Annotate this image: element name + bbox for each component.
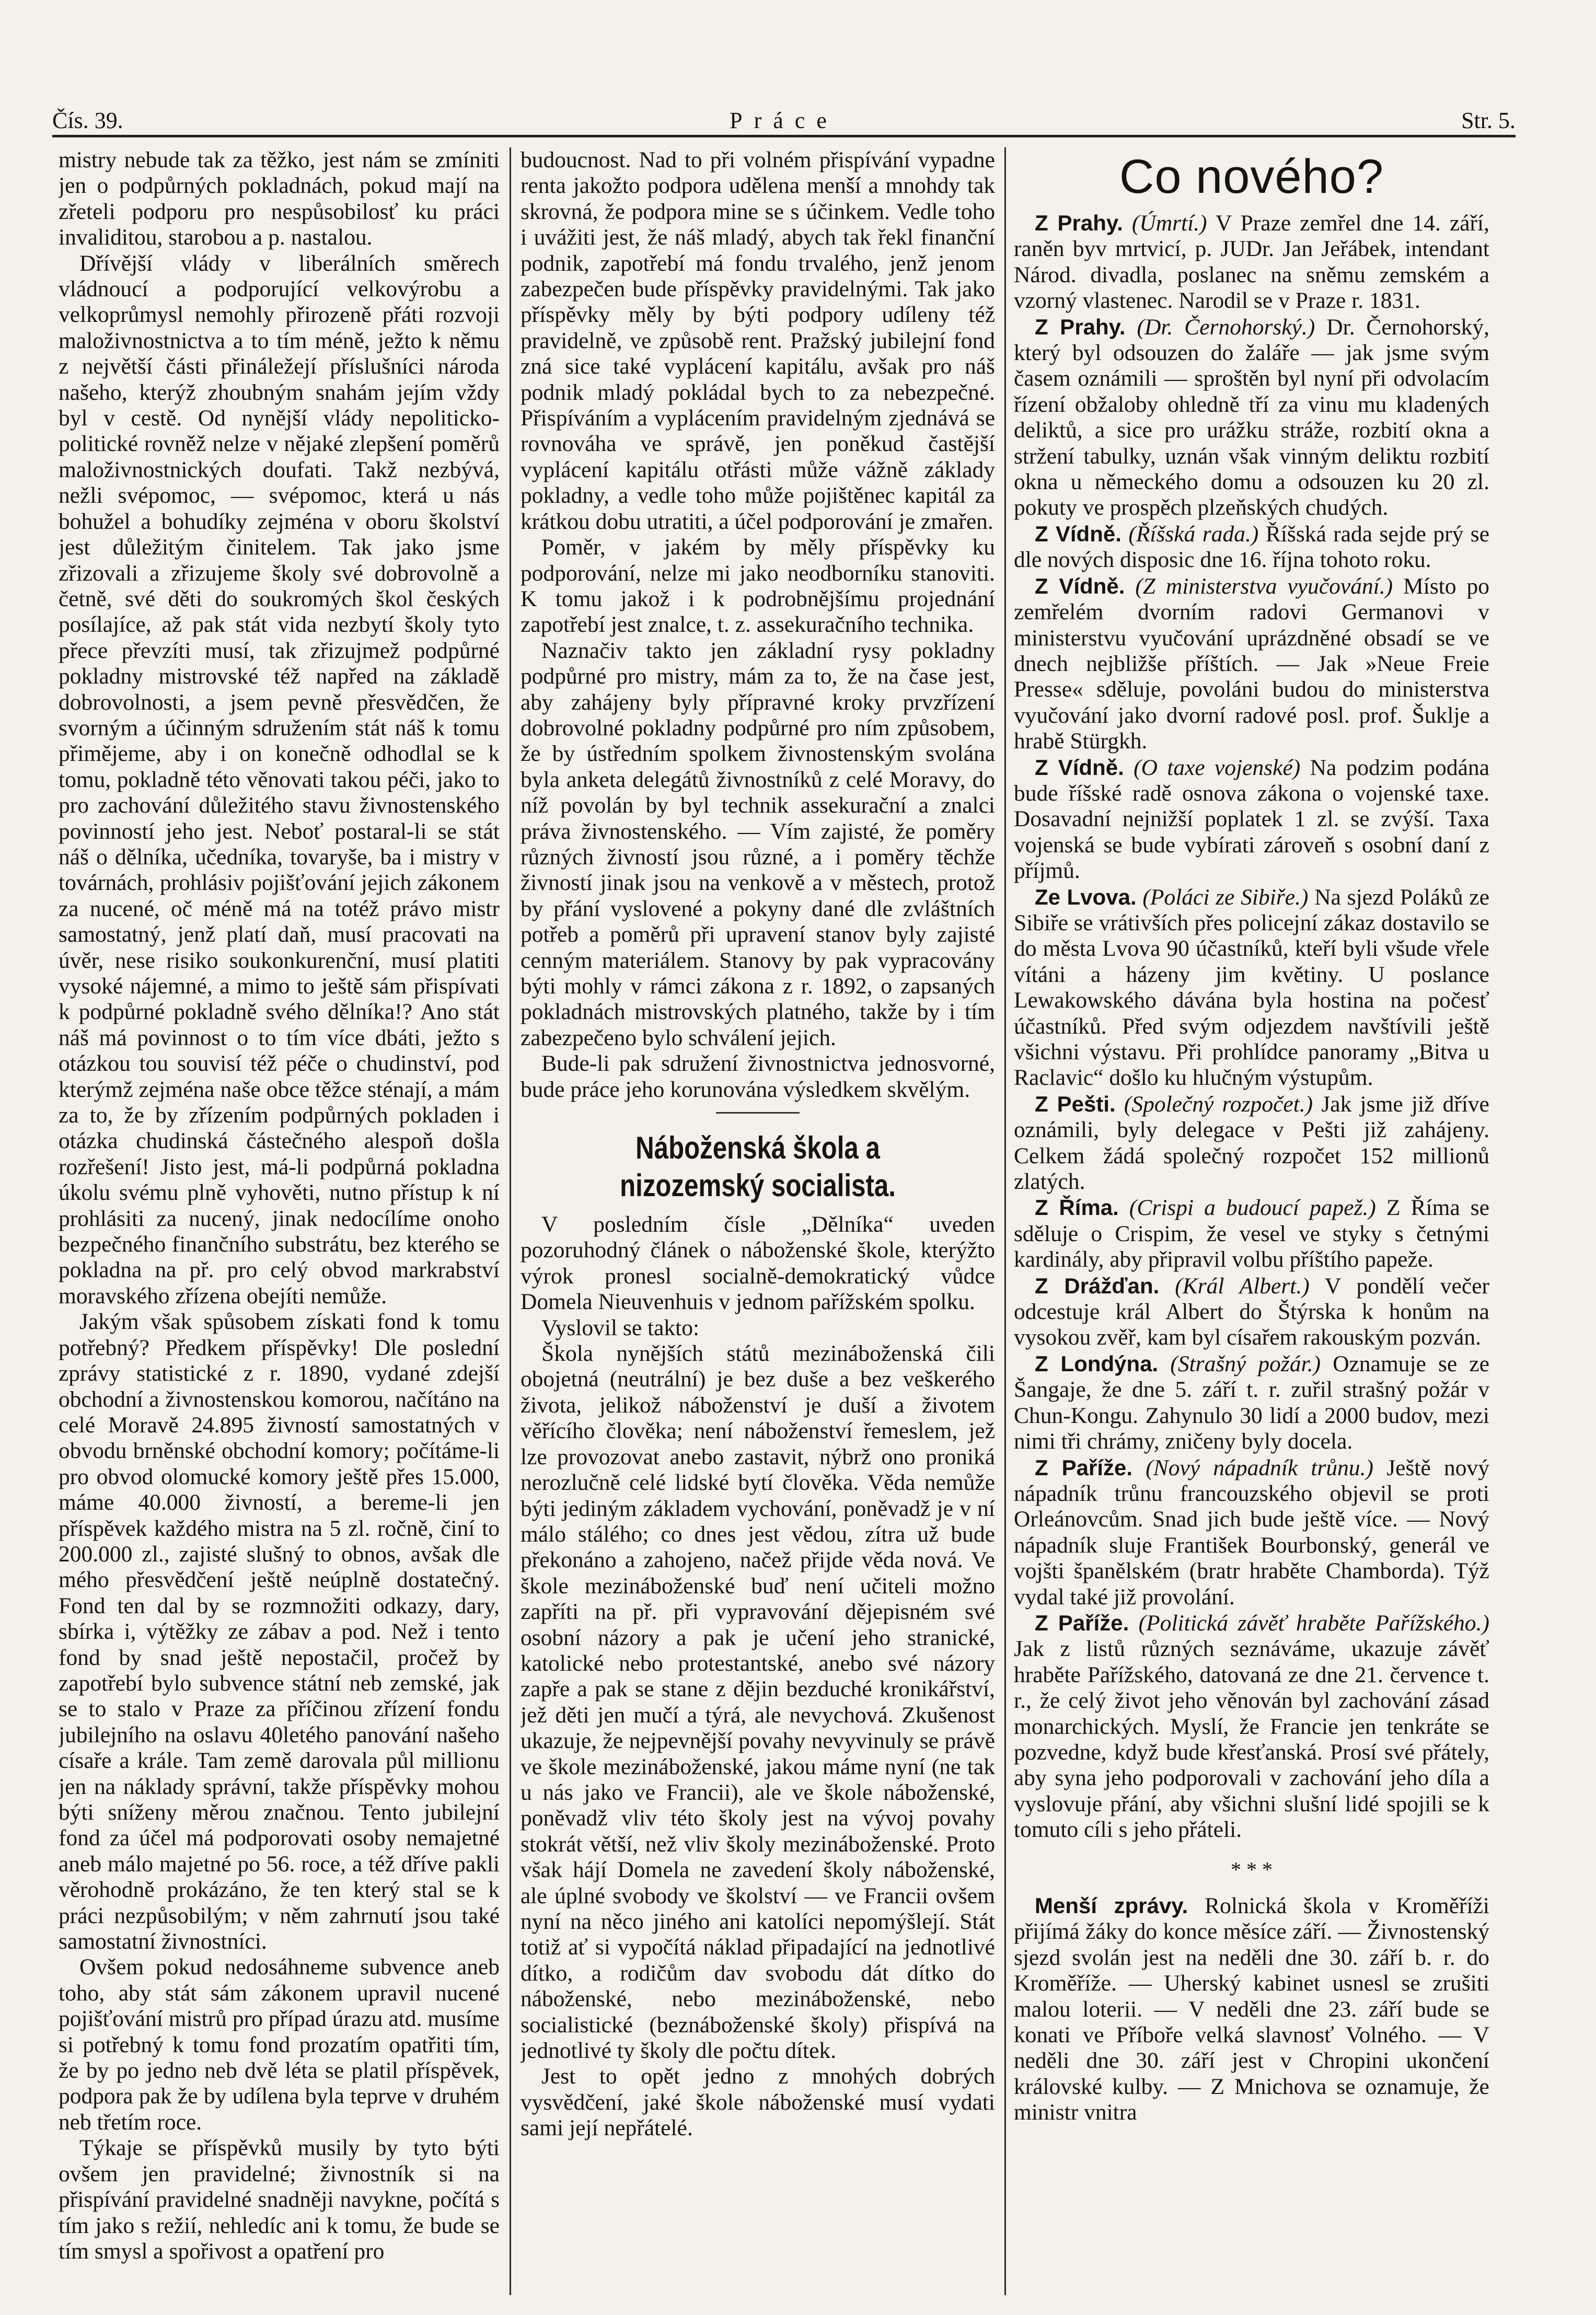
news-headline: (Strašný požár.) [1170, 1351, 1321, 1376]
news-item [1014, 573, 1489, 755]
news-location: Z Vídně. [1035, 521, 1121, 546]
news-text: Z Říma se sděluje o Crispim, že vesel ve styky s četnými kardinály, aby připravil volbu příštího papeže. [1014, 1195, 1489, 1272]
news-headline: (Král Albert.) [1175, 1273, 1310, 1299]
news-item [1014, 521, 1489, 573]
issue-number: Čís. 39. [52, 108, 123, 133]
news-headline: (Z ministerstva vyučování.) [1135, 573, 1393, 599]
news-item [1014, 314, 1489, 521]
news-location: Z Paříže. [1035, 1455, 1133, 1480]
news-headline: (Společný rozpočet.) [1124, 1091, 1313, 1117]
news-text: Dr. Černohorský, který byl odsouzen do žaláře — jak jsme svým časem oznámili — sproštěn byl nyní při odvolacím řízení obžaloby ohledně tří za vinu mu kladených deliktů, a sice pro urážku stráže, rozbití okna a stržení tabulky, uznán však vinným deliktu rozbití okna u německého domu a odsouzen ku 20 zl. pokuty ve prospěch plzeňských chudých. [1014, 314, 1489, 520]
news-text: V Praze zemřel dne 14. září, raněn byv mrtvicí, p. JUDr. Jan Jeřábek, intendant Národ. divadla, poslanec na sněmu zemském a vzorný vlastenec. Narodil se v Praze r. 1831. [1014, 211, 1489, 314]
paragraph: Škola nynějších států mezináboženská čili obojetná (neutrální) je bez duše a bez veškerého života, jelikož náboženství je duší a životem věřícího člověka; není náboženství řemeslem, jež lze provozovat anebo zastavit, nýbrž ono proniká nerozlučně celé lidské bytí člověka. Věda nemůže býti jediným základem vychování, poněvadž je v ní málo stálého; co dnes jest vědou, zítra už bude překonáno a zahojeno, načež přijde věda nová. Ve škole mezináboženské buď není učiteli možno zapříti na př. při vypravování dějepisném své osobní názory a pak je učení jeho stranické, katolické nebo protestantské, anebo své názory zapře a pak se stane z dějin bezduché kronikářství, jež děti jen mučí a týrá, ale nevychová. Zkušenost ukazuje, že nejpevnější povahy nevyvinuly se právě ve škole mezináboženské, jakou máme nyní (ne tak u nás jako ve Francii), ale ve škole náboženské, poněvadž vliv této školy jest na vývoj povahy stokrát větší, než vliv školy mezináboženské. Proto však hájí Domela ne zavedení školy náboženské, ale úplné svobody ve školství — ve Francii ovšem nyní na něco jiného ani katolíci nepomýšlejí. Stát totiž ať si vypočítá náklad připadající na jednotlivé dítko, a rodičům dav svobodu dát dítko do náboženské, nebo mezináboženské, nebo socialistické (beznáboženské školy) přispívá na jednotlivé ty školy dle počtu dítek. [521, 1341, 995, 2064]
paragraph: Jakým však spůsobem získati fond k tomu potřebný? Předkem příspěvky! Dle poslední zprávy statistické z r. 1890, vydané zdejší obchodní a živnostenskou komorou, načítáno na celé Moravě 24.895 živností samostatných v obvodu brněnské obchodní komory; počítáme-li pro obvod olomucké komory ještě přes 15.000, máme 40.000 živností, a bereme-li jen příspěvek každého mistra na 5 zl. ročně, činí to 200.000 zl., zajisté slušný to obnos, avšak dle mého přesvědčení ještě neúplně dostatečný. Fond ten dal by se rozmnožiti odkazy, dary, sbírka i, výtěžky ze zábav a pod. Než i tento fond by snad ještě nepostačil, pročež by zapotřebí bylo subvence státní neb zemské, jak se to stalo v Praze za příčinou zřízení fondu jubilejního na oslavu 40letého panování našeho císaře a krále. Tam země darovala půl millionu jen na náklady správní, takže příspěvky mohou býti sníženy měrou značnou. Tento jubilejní fond za účel má podporovati osoby nemajetné aneb málo majetné po 56. roce, a též dříve pakli věrohodně prokázáno, že ten který stal se k práci nezpůsobilým; v něm zahrnutí jsou také samostatní živnostníci. [59, 1309, 500, 1954]
section-title: Náboženská škola a nizozemský socialista. [620, 1130, 896, 1203]
news-text: Říšská rada sejde prý se dle nových disposic dne 16. října tohoto roku. [1014, 521, 1489, 573]
news-item [1014, 1893, 1489, 2126]
news-headline: (Crispi a budoucí papež.) [1129, 1195, 1376, 1221]
news-item [1014, 210, 1489, 314]
paragraph: Jest to opět jedno z mnohých dobrých vysvědčení, jaké škole náboženské musí vydati sami její nepřátelé. [521, 2064, 995, 2141]
paragraph: Dřívější vlády v liberálních směrech vládnoucí a podporující velkovýrobu a velkoprůmysl nemohly přirozeně přáti rozvoji maloživnostnictva a to tím méně, ježto k němu z největší části přináležejí příslušníci národa našeho, kterýž zhoubným snahám jejím vždy byl v cestě. Od nynější vlády nepoliticko-politické rovněž nelze v nějaké zlepšení poměrů maloživnostnických doufati. Takž nezbývá, nežli svépomoc, — svépomoc, která u nás bohužel a bohudíky zejména v oboru školství jest důležitým činitelem. Tak jako jsme zřizovali a zřizujeme školy své dobrovolně a četně, své děti do soukromých škol českých posílajíce, až pak stát vida nezbytí školy tyto přece převzíti musí, tak zřizujmež podpůrné pokladny mistrovské též napřed na základě dobrovolnosti, a jsem pevně přesvědčen, že svorným a účinným sdružením stát náš k tomu přimějeme, aby i on konečně odhodlal se k tomu, pokladně této věnovati takou péči, jako to pro zachování důležitého stavu živnostenského povinností jeho jest. Neboť postaral-li se stát náš o dělníka, učedníka, tovaryše, ba i mistry v továrnách, prohlásiv pojišťování jejich zákonem za nucené, oč méně má na totéž právo mistr samostatný, jenž platí daň, musí pracovati na úvěr, nese risiko soukonkurenční, musí platiti vysoké nájemné, a mimo to ještě sám přispívati k podpůrné pokladně svého dělníka!? Ano stát náš má povinnost o to tím více dbáti, ježto s otázkou tou souvisí též péče o chudinství, pod kterýmž zejména naše obce těžce sténají, a mám za to, že by zřízením podpůrných pokladen i otázka chudinská částečného alespoň došla rozřešení! Jisto jest, má-li podpůrná pokladna úkolu svému plně vyhověti, nutno přístup k ní prohlásiti za nucený, jinak nedocílíme onoho bezpečného finančního substrátu, bez kterého se pokladna na př. pro celý obvod markrabství moravského zřízena obejíti nemůže. [59, 250, 500, 1309]
news-location: Z Říma. [1035, 1195, 1119, 1220]
news-location: Z Drážďan. [1035, 1273, 1160, 1298]
news-item [1014, 884, 1489, 1091]
news-text: Na sjezd Poláků ze Sibiře se vrátivších přes policejní zákaz dostavilo se do města Lvova 90 účastníků, kteří byli všude vřele vítáni a házeny jim květiny. U poslance Lewakowského dávána byla hostina na počesť účastníků. Před svým odjezdem navštívili ještě všichni výstavu. Při prohlídce panoramy „Bitva u Raclavic“ došlo ku hlučným výstupům. [1014, 884, 1489, 1091]
news-location: Ze Lvova. [1035, 884, 1137, 909]
news-headline: (Říšská rada.) [1128, 521, 1259, 547]
header-rule [52, 135, 1516, 137]
section-divider [716, 1112, 800, 1114]
news-headline: (Dr. Černohorský.) [1137, 314, 1315, 340]
news-headline: (Politická závěť hraběte Pařížského.) [1138, 1610, 1489, 1636]
news-headline: (Úmrtí.) [1131, 211, 1207, 236]
news-text: Ještě nový nápadník trůnu francouzského objevil se proti Orleánovcům. Snad jich bude ještě více. — Nový nápadník sluje František Bourbonský, generál ve vojšti španělském (bratr hraběte Chamborda). Týž vydal také již provolání. [1014, 1455, 1489, 1610]
news-item [1014, 1455, 1489, 1610]
news-text: Jak jsme již dříve oznámili, byly delegace v Pešti již zahájeny. Celkem žádá společný rozpočet 152 millionů zlatých. [1014, 1091, 1489, 1195]
news-location: Z Prahy. [1035, 314, 1126, 339]
page-header [52, 107, 1516, 138]
news-text: V pondělí večer odcestuje král Albert do Štýrska k honům na vysokou zvěř, kam byl císařem rakouským pozván. [1014, 1273, 1489, 1350]
paragraph: Poměr, v jakém by měly příspěvky ku podporování, nelze mi jako neodborníku stanoviti. K tomu jakož i k podrobnějšímu projednání zapotřebí jest znalce, t. z. assekuračního technika. [521, 535, 995, 638]
news-location: Menší zprávy. [1035, 1893, 1188, 1918]
news-location: Z Londýna. [1035, 1351, 1159, 1376]
paragraph: Ovšem pokud nedosáhneme subvence aneb toho, aby stát sám zákonem upravil nucené pojišťování mistrů pro případ úrazu atd. musíme si potřebný k tomu fond prozatím opatřiti tím, že by po jedno neb dvě léta se platil příspěvek, podpora pak že by udílena byla teprve v druhém neb třetím roce. [59, 1954, 500, 2135]
news-item [1014, 1610, 1489, 1843]
news-location: Z Vídně. [1035, 573, 1125, 598]
news-text: Jak z listů různých seznáváme, ukazuje závěť hraběte Pařížského, datovaná ze dne 21. července t. r., že celý život jeho věnován byl zachování zásad monarchických. Myslí, že Francie jen tenkráte se pozvedne, když bude křesťanská. Prosí své přátely, aby syna jeho podporovali v zachování jeho díla a vyslovuje přání, aby všichni slušní lidé spojili se k tomuto cíli s jeho přáteli. [1014, 1636, 1489, 1843]
paragraph: Naznačiv takto jen základní rysy pokladny podpůrné pro mistry, mám za to, že na čase jest, aby zahájeny byly přípravné kroky prvzřízení dobrovolné pokladny podpůrné pro ním způsobem, že by ústředním spolkem živnostenským svolána byla anketa delegátů živnostníků z celé Moravy, do níž povolán by byl technik assekurační a znalci práva živnostenského. — Vím zajisté, že poměry různých živností jsou různé, a i poměry těchže živností jinak jsou na venkově a v městech, protož by přání vyslovené a pokyny dané dle zvláštních potřeb a poměrů při upravení stanov byly zajisté cenným materiálem. Stanovy by pak vypracovány býti mohly v rámci zákona z r. 1892, o zapsaných pokladnách mistrovských platného, takže by i tím zabezpečeno bylo schválení jejich. [521, 638, 995, 1050]
news-location: Z Pešti. [1035, 1091, 1116, 1116]
news-headline: (O taxe vojenské) [1134, 755, 1301, 780]
news-location: Z Prahy. [1035, 211, 1123, 235]
news-item [1014, 1351, 1489, 1455]
news-text: Oznamuje se ze Šangaje, že dne 5. září t. r. zuřil strašný požár v Chun-Kongu. Zahynulo 30 lidí a 2000 budov, mezi nimi tři chrámy, zničeny byly docela. [1014, 1351, 1489, 1454]
paragraph: Vyslovil se takto: [541, 1315, 700, 1340]
page-number: Str. 5. [1461, 108, 1516, 133]
paragraph: Týkaje se příspěvků musily by tyto býti ovšem jen pravidelné; živnostník si na přispívání pravidelné snadněji navykne, počítá s tím jako s režií, nehledíc ani k tomu, že bude se tím smysl a spořivost a opatření pro [59, 2135, 500, 2264]
news-text: Rolnická škola v Kroměříži přijímá žáky do konce měsíce září. — Živnostenský sjezd svolán jest na neděli dne 30. září b. r. do Kroměříže. — Uherský kabinet usnesl se zrušiti malou loterii. — V neděli dne 23. září bude se konati ve Příboře velká slavnosť Volného. — V neděli dne 30. září jest v Chropini ukončení královské kulby. — Z Mnichova se oznamuje, že ministr vnitra [1014, 1893, 1489, 2125]
section-stars: * * * [1231, 1857, 1273, 1881]
column-2 [521, 147, 995, 2295]
news-headline: (Poláci ze Sibiře.) [1142, 884, 1309, 910]
column-rule-1 [510, 147, 511, 2295]
news-heading: Co nového? [1119, 150, 1384, 203]
newspaper-title: Práce [730, 108, 838, 133]
news-item [1014, 1195, 1489, 1272]
paragraph: mistry nebude tak za těžko, jest nám se zmíniti jen o podpůrných pokladnách, pokud mají na zřeteli podporu pro nespůsobilosť ku práci invaliditou, starobou a p. nastalou. [59, 147, 500, 250]
news-text: Místo po zemřelém dvorním radovi Germanovi v ministerstvu vyučování uprázdněné obsadí se ve dnech nejbližše příštích. — Jak »Neue Freie Presse« sděluje, povoláni budou do ministerstva vyučování jako dvorní radové posl. prof. Šuklje a hrabě Stürgkh. [1014, 573, 1489, 754]
news-item [1014, 1273, 1489, 1351]
column-rule-2 [1004, 147, 1006, 2295]
news-text: Na podzim podána bude říšské radě osnova zákona o vojenské taxe. Dosavadní nejnižší poplatek 1 zl. se zvýší. Taxa vojenská se bude vybírati zároveň s osobní daní z příjmů. [1014, 755, 1489, 884]
paragraph: V posledním čísle „Dělníka“ uveden pozoruhodný článek o náboženské škole, kterýžto výrok pronesl socialně-demokratický vůdce Domela Nieuvenhuis v jednom pařížském spolku. [521, 1212, 995, 1315]
paragraph: Bude-li pak sdružení živnostnictva jednosvorné, bude práce jeho korunována výsledkem skvělým. [521, 1051, 995, 1102]
column-1 [59, 147, 500, 2295]
news-item [1014, 755, 1489, 884]
paragraph: budoucnost. Nad to při volném přispívání vypadne renta jakožto podpora udělena menší a mnohdy tak skrovná, že podpora mine se s účinkem. Vedle toho i uvážiti jest, že náš mladý, abych tak řekl finanční podnik, zapotřebí má fondu trvalého, jenž jenom zabezpečen bude příspěvky pravidelnými. Tak jako příspěvky měly by býti podpory udíleny též pravidelně, ve způsobě rent. Pražský jubilejní fond zná sice také vyplácení kapitálu, avšak pro náš podnik mladý pokládal bych to za nebezpečné. Přispíváním a vyplácením pravidelným zjednává se rovnováha ve správě, jen poněkud častější vyplácení kapitálu otřásti může vážně základy pokladny, a vedle toho může pojištěnec kapitál za krátkou dobu utratiti, a účel podporování je zmařen. [521, 147, 995, 534]
column-3 [1014, 147, 1489, 2295]
news-item [1014, 1091, 1489, 1195]
news-location: Z Paříže. [1035, 1610, 1129, 1635]
news-location: Z Vídně. [1035, 755, 1124, 780]
news-headline: (Nový nápadník trůnu.) [1146, 1455, 1374, 1480]
